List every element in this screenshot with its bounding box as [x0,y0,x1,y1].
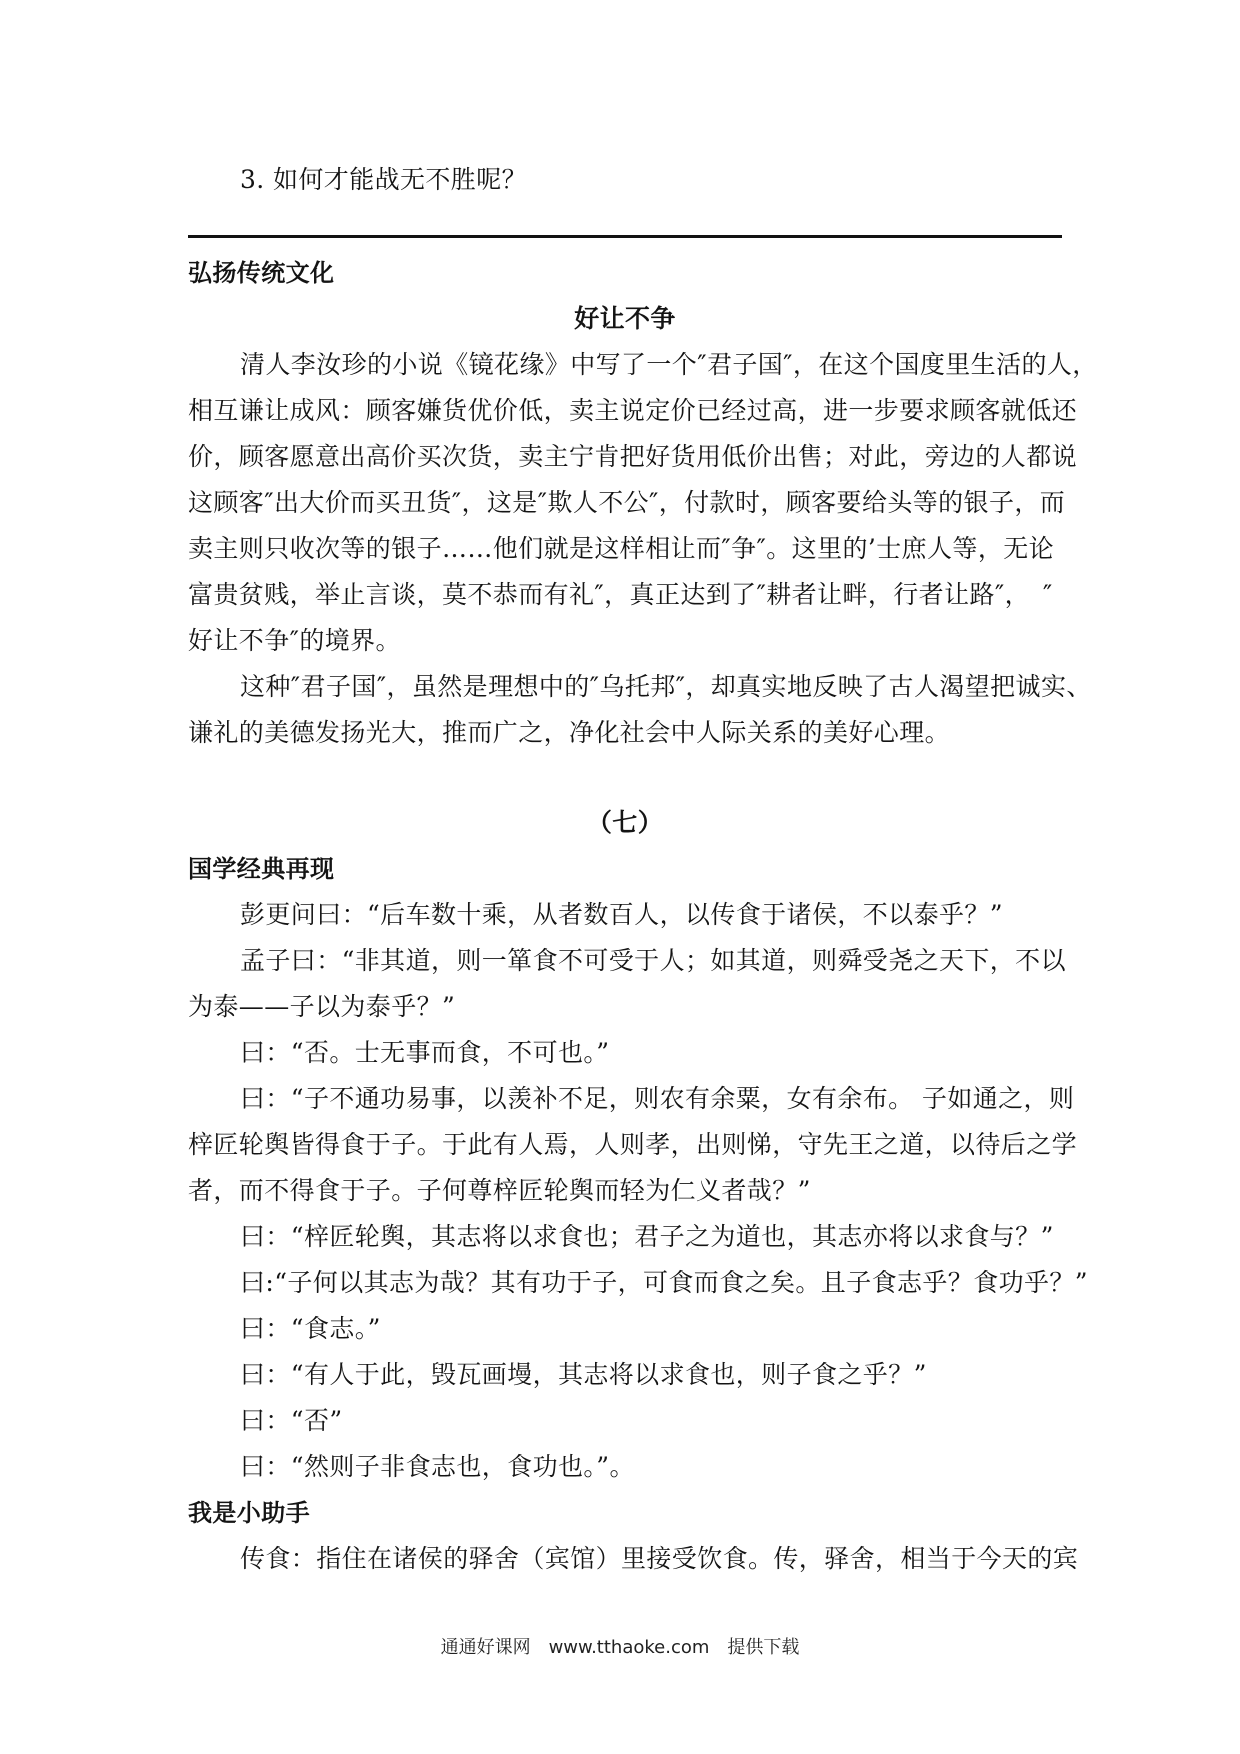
paragraph-line: 富贵贫贱，举止言谈，莫不恭而有礼″，真正达到了″耕者让畔，行者让路″， ″ [188,580,1053,609]
paragraph-line: 谦礼的美德发扬光大，推而广之，净化社会中人际关系的美好心理。 [188,718,951,747]
classic-text-line: 梓匠轮舆皆得食于子。于此有人焉，人则孝，出则悌，守先王之道，以待后之学 [188,1130,1078,1159]
question-3: 3. 如何才能战无不胜呢？ [240,165,528,194]
section-divider [188,235,1062,238]
paragraph-line: 好让不争″的境界。 [188,626,401,655]
section-heading-culture: 弘扬传统文化 [188,259,335,287]
paragraph-line: 清人李汝珍的小说《镜花缘》中写了一个″君子国″，在这个国度里生活的人， [240,350,1098,379]
article-title: 好让不争 [574,304,676,333]
classic-text-line: 曰：“否。士无事而食，不可也。” [240,1038,610,1067]
classic-text-line: 曰：“子不通功易事，以羡补不足，则农有余粟，女有余布。 子如通之，则 [240,1084,1075,1113]
paragraph-line: 这种″君子国″，虽然是理想中的″乌托邦″，却真实地反映了古人渴望把诚实、 [240,672,1092,701]
classic-text-line: 曰：“然则子非食志也，食功也。”。 [240,1452,635,1481]
part-number: （七） [586,808,664,837]
classic-text-line: 彭更问曰：“后车数十乘，从者数百人，以传食于诸侯，不以泰乎？” [240,900,1003,929]
paragraph-line: 价，顾客愿意出高价买次货，卖主宁肯把好货用低价出售；对此，旁边的人都说 [188,442,1078,471]
page-footer: 通通好课网 www.tthaoke.com 提供下载 [440,1637,800,1658]
paragraph-line: 卖主则只收次等的银子……他们就是这样相让而″争″。这里的’士庶人等，无论 [188,534,1055,563]
classic-text-line: 孟子曰：“非其道，则一箪食不可受于人；如其道，则舜受尧之天下，不以 [240,946,1066,975]
classic-text-line: 曰：“否” [240,1406,343,1435]
classic-text-line: 曰：“有人于此，毁瓦画墁，其志将以求食也，则子食之乎？” [240,1360,927,1389]
classic-text-line: 者，而不得食于子。子何尊梓匠轮舆而轻为仁义者哉？” [188,1176,811,1205]
paragraph-line: 相互谦让成风：顾客嫌货优价低，卖主说定价已经过高，进一步要求顾客就低还 [188,396,1078,425]
classic-text-line: 曰：“食志。” [240,1314,381,1343]
annotation-line: 传食：指住在诸侯的驿舍（宾馆）里接受饮食。传，驿舍，相当于今天的宾 [240,1544,1079,1573]
paragraph-line: 这顾客″出大价而买丑货″，这是″欺人不公″，付款时，顾客要给头等的银子，而 [188,488,1066,517]
classic-text-line: 为泰——子以为泰乎？” [188,992,456,1021]
classic-text-line: 曰：“梓匠轮舆，其志将以求食也；君子之为道也，其志亦将以求食与？” [240,1222,1054,1251]
section-heading-helper: 我是小助手 [188,1499,310,1527]
section-heading-classics: 国学经典再现 [188,855,335,883]
classic-text-line: 曰:“子何以其志为哉？其有功于子，可食而食之矣。且子食志乎？食功乎？” [240,1268,1088,1297]
